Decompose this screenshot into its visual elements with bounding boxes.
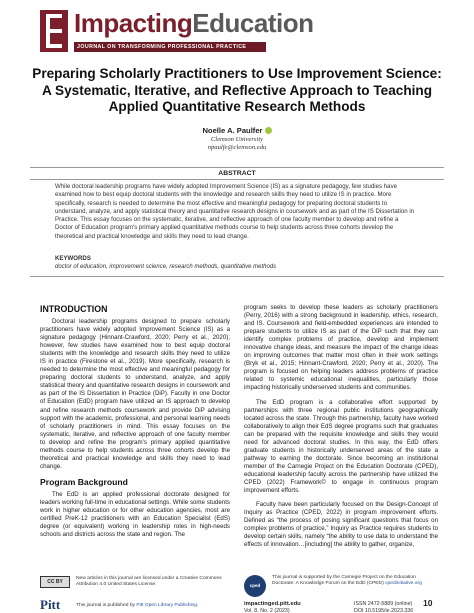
doi[interactable]: DOI 10.5195/ie.2023.336 (354, 608, 414, 613)
cped-logo: cped (244, 575, 266, 597)
introduction-paragraph: Doctoral leadership programs designed to prepare scholarly practitioners have widely adopted Improvement Science (IS) as a signature pedagogy (Hinnant-Crawford, 2020; Perry et al., 2020); however, few studies have examined how to best equip doctoral students with the knowledge and research skills they need to utilize IS in practice (Firestone et al., 2019). More specifically, research is needed to determine the most effective and meaningful pedagogy for preparing doctoral students to understand, analyze, and apply statistical theory and quantitative research designs in coursework and as part of the IS Dissertation in Practice (DiP). Faculty in one Doctor of Education (EdD) program have utilized an IS approach to develop and refine research methods coursework and provide DiP advising support with the academic, professional, and personal learning needs of scholarly practitioners in mind. This essay focuses on the systematic, iterative, and reflective approach of one faculty member to develop and refine the program's primary applied quantitative methods course to help students across three cohorts develop the theoretical and practical knowledge and skills they need to lead change. (40, 318, 230, 470)
right-column (244, 304, 438, 549)
body-paragraph: program seeks to develop these leaders as scholarly practitioners (Perry, 2016) with a strong background in leadership, ethics, research, and IS. Coursework and field-embedded experiences are intended to prepare students to utilize IS as part of the DiP such that they can identify complex problems of practice, develop and implement innovative change ideas, and measure the impact of the change ideas on improving outcomes that matter most often in their work settings (Bryk et al., 2015; Hinnant-Crawford, 2020; Perry et al., 2020). The program is focused on helping leaders address problems of practice related to systemic educational inequalities, particularly those impacting historically underserved students and communities. (244, 304, 438, 392)
author-name-line (150, 126, 324, 136)
left-column (40, 304, 230, 539)
abstract-text: While doctoral leadership programs have widely adopted Improvement Science (IS) as a signature pedagogy, few studies have examined how to best equip doctoral students with the knowledge and research skills they need to utilize IS in practice. More specifically, research is needed to determine the most effective and meaningful pedagogy for preparing doctoral students to understand, analyze, and apply statistical theory and quantitative research designs in coursework and as part of the IS Dissertation in Practice. This essay focuses on the systematic, iterative, and reflective approach of one faculty member to develop and refine a Doctor of Education program's primary applied quantitative methods course to help students across three cohorts develop the theoretical and practical knowledge and skills they need to lead change. (55, 183, 415, 240)
publisher-link[interactable]: Pitt Open Library Publishing (136, 603, 197, 608)
abstract-heading: ABSTRACT (218, 170, 256, 177)
volume-issue: Vol. 8, No. 2 (2023) (244, 608, 290, 613)
abstract-bottom-rule (30, 276, 444, 277)
issn: ISSN 2472-5889 (online) (354, 601, 413, 607)
journal-masthead (40, 8, 434, 56)
author-block (150, 126, 324, 152)
program-background-paragraph: The EdD is an applied professional doctorate designed for leaders working full-time in educational settings. While some students work in higher education or for other education agencies, most are certified PreK-12 practitioners with an Education Specialist (EdS) degree (or equivalent) working in leadership roles in high-needs schools and districts across the state and region. The (40, 490, 230, 539)
body-paragraph: Faculty have been particularly focused on the Design-Concept of Inquiry as Practice (CPED, 2022) in program improvement efforts. Defined as “the process of posing significant questions that focus on complex problems of practice,” Inquiry as Practice requires students to develop certain skills, namely “the ability to use data to understand the effects of innovation…[including] the ability to gather, organize, (244, 501, 438, 549)
introduction-heading: INTRODUCTION (40, 304, 108, 314)
license-text: New articles in this journal are licensed under a Creative Commons Attribution 4.0 United States License. (76, 576, 222, 587)
article-title: Preparing Scholarly Practitioners to Use Improvement Science: A Systematic, Iterative, and Reflective Approach to Teaching Applied Quantitative Research Methods (32, 66, 442, 114)
author-email[interactable]: npaulfe@clemson.edu (207, 144, 267, 151)
page-number: 10 (423, 598, 433, 608)
publisher-text (76, 603, 246, 608)
cped-link[interactable]: cpedinitiative.org (385, 581, 422, 586)
abstract-top-rule (30, 167, 444, 168)
pitt-logo: Pitt (40, 597, 61, 612)
program-background-heading: Program Background (40, 476, 128, 487)
publisher-prefix: This journal is published by (76, 603, 137, 608)
author-affiliation: Clemson University (210, 136, 264, 143)
issn-doi (354, 601, 413, 613)
author-name: Noelle A. Paulfer (202, 126, 263, 135)
publisher-suffix: . (196, 603, 199, 608)
creative-commons-icon[interactable]: CC BY (40, 576, 70, 588)
journal-name-part1: Impacting (74, 8, 193, 38)
journal-tagline: JOURNAL ON TRANSFORMING PROFESSIONAL PRACTICE (74, 42, 266, 52)
journal-name-part2: Education (192, 8, 314, 38)
support-text (272, 575, 422, 587)
abstract-heading-rule (30, 179, 444, 180)
support-text-body: This journal is supported by the Carnegie Project on the Education Doctorate: A Knowledge Forum on the EdD (CPED) (272, 575, 416, 586)
body-paragraph: The EdD program is a collaborative effort supported by partnerships with three regional public institutions geographically located across the state. Through this partnership, faculty have worked collaboratively to align their EdS degree programs such that graduates can be prepared with the requisite knowledge and skills they would need for advanced doctoral studies. In this way, the EdD offers graduate students in historically underserved areas of the state a pathway to earning the doctorate. Since becoming an institutional member of the Carnegie Project on the Education Doctorate (CPED), educational leadership faculty across the partnership have utilized the CPED (2022) Framework© to engage in continuous program improvement efforts. (244, 398, 438, 495)
orcid-icon[interactable] (265, 127, 272, 134)
journal-name (74, 8, 313, 38)
journal-logo-icon (40, 10, 68, 52)
keywords-list: doctor of education, improvement science, research methods, quantitative methods (55, 264, 277, 270)
journal-site[interactable]: impactinged.pitt.edu (244, 601, 301, 607)
keywords-heading: KEYWORDS (55, 255, 91, 262)
